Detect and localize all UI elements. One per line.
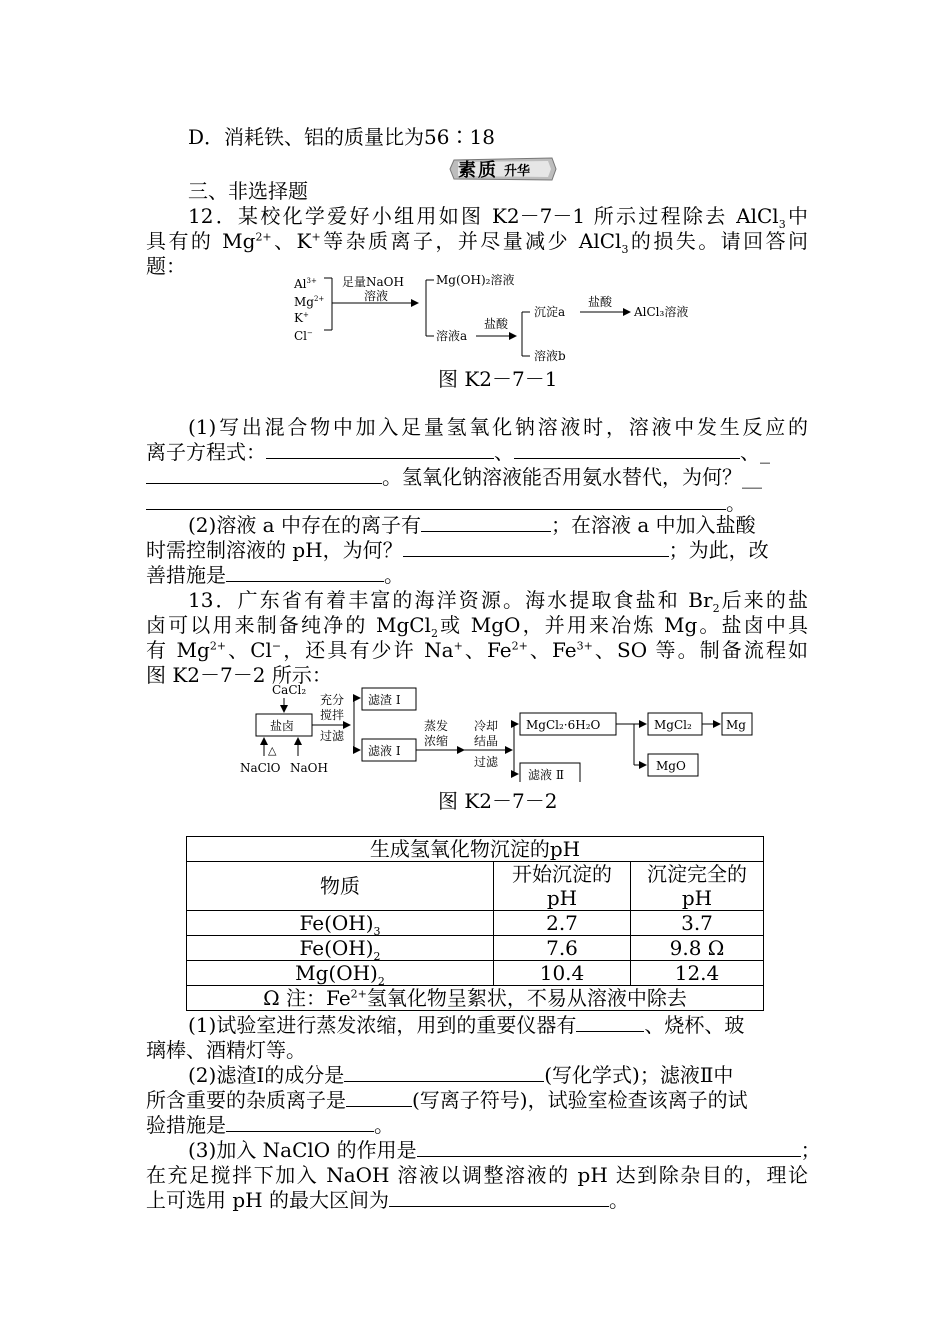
q12-line3: 题： — [146, 254, 186, 278]
q13-p3-line2: 在充足搅拌下加入 NaOH 溶液以调整溶液的 pH 达到除杂目的，理论 — [146, 1163, 808, 1187]
mgo-box: MgO — [656, 759, 686, 773]
flowchart-k2-7-1 — [290, 270, 710, 370]
q12-p1-line3: 。氢氧化钠溶液能否用氨水替代，为何？__ — [146, 464, 808, 490]
answer-blank[interactable] — [344, 1063, 544, 1082]
reagent-naoh: 足量NaOH — [342, 275, 404, 289]
ion-cl: Cl− — [294, 329, 313, 343]
figure1-caption: 图 K2－7－1 — [438, 367, 558, 391]
q11-option-d: D．消耗铁、铝的质量比为56∶18 — [188, 125, 495, 149]
heat-symbol: △ — [268, 744, 277, 757]
q12-line2: 具有的 $Mg^{2+}$、K+等杂质离子，并尽量减少 AlCl$_3$的损失。请回答问 — [146, 229, 809, 256]
answer-blank[interactable] — [266, 440, 494, 459]
q13-p1-line2: 璃棒、酒精灯等。 — [146, 1038, 306, 1062]
table-row: $Fe(OH)_2$ 7.6 9.8 Ω — [187, 936, 764, 961]
q13-line4: 图 K2－7－2 所示： — [146, 663, 332, 687]
banner-small: 升华 — [504, 164, 531, 179]
header-complete-ph: 沉淀完全的pH — [631, 862, 764, 911]
answer-blank[interactable] — [576, 1013, 644, 1032]
table-row: $Mg(OH)_2$ 10.4 12.4 — [187, 961, 764, 986]
reagent-naoh-b: 溶液 — [364, 289, 389, 303]
answer-blank[interactable] — [403, 538, 669, 557]
filtrate1-box: 滤液 Ⅰ — [368, 744, 401, 758]
table-title: 生成氢氧化物沉淀的pH — [187, 837, 764, 862]
header-start-ph: 开始沉淀的pH — [494, 862, 631, 911]
alcl3-solution: AlCl₃溶液 — [634, 305, 689, 319]
answer-blank[interactable] — [226, 563, 384, 582]
q13-line1: 13．广东省有着丰富的海洋资源。海水提取食盐和 $Br_2$后来的盐 — [188, 588, 808, 615]
mgoh2-solution: Mg(OH)₂溶液 — [436, 273, 515, 287]
table-note: Ω 注：$Fe^{2+}$氢氧化物呈絮状，不易从溶液中除去 — [187, 986, 764, 1011]
answer-blank[interactable] — [146, 465, 382, 484]
q12-p1-line4: 。 — [146, 490, 808, 516]
step3-b: 结晶 — [474, 734, 499, 748]
answer-blank[interactable] — [389, 1188, 609, 1207]
q12-p1-line1: (1)写出混合物中加入足量氢氧化钠溶液时，溶液中发生反应的 — [188, 415, 808, 439]
step3-c: 过滤 — [474, 755, 499, 769]
banner-big2: 质 — [478, 160, 496, 181]
figure2-caption: 图 K2－7－2 — [438, 789, 558, 813]
q13-p1-line1: (1)试验室进行蒸发浓缩，用到的重要仪器有 、烧杯、玻 — [188, 1013, 745, 1037]
naclo-label: NaClO — [240, 761, 281, 775]
q13-p2-line2: 所含重要的杂质离子是 (写离子符号)，试验室检查该离子的试 — [146, 1088, 748, 1112]
section-title: 三、非选择题 — [188, 179, 308, 203]
step2-a: 蒸发 — [424, 719, 449, 733]
q13-p2-line1: (2)滤渣Ⅰ的成分是 (写化学式)；滤液Ⅱ中 — [188, 1063, 734, 1087]
residue1-box: 滤渣 Ⅰ — [368, 693, 401, 707]
cacl2-label: CaCl₂ — [272, 683, 307, 697]
naoh-label: NaOH — [290, 761, 328, 775]
ion-k: K+ — [294, 311, 309, 325]
q12-line1: 12．某校化学爱好小组用如图 K2－7－1 所示过程除去 AlCl$_3$中 — [188, 204, 808, 231]
table-row: $Fe(OH)_3$ 2.7 3.7 — [187, 911, 764, 936]
step3-a: 冷却 — [474, 719, 499, 733]
header-substance: 物质 — [187, 862, 494, 911]
answer-blank[interactable] — [421, 513, 551, 532]
answer-blank[interactable] — [514, 440, 740, 459]
answer-blank[interactable] — [226, 1113, 374, 1132]
q12-p1-line2: 离子方程式： 、 、_ — [146, 440, 770, 464]
q13-line2: 卤可以用来制备纯净的 MgCl$_2$或 MgO，并用来冶炼 Mg。盐卤中具 — [146, 613, 808, 640]
mg-box: Mg — [726, 718, 746, 732]
answer-blank[interactable] — [417, 1138, 801, 1157]
q12-p2-line2: 时需控制溶液的 pH，为何？ ；为此，改 — [146, 538, 769, 562]
step1-a: 充分 — [320, 693, 345, 707]
solution-b: 溶液b — [534, 349, 566, 363]
step1-b: 搅拌 — [320, 708, 345, 722]
flowchart-k2-7-2 — [238, 682, 758, 782]
solution-a: 溶液a — [436, 329, 468, 343]
q12-p2-line3: 善措施是 。 — [146, 563, 404, 587]
answer-blank[interactable] — [146, 491, 726, 510]
banner-big1: 素 — [458, 160, 476, 181]
brine-box: 盐卤 — [270, 719, 295, 733]
reagent-hcl-2: 盐酸 — [588, 295, 613, 309]
ion-al: $Al^{3+}$ — [294, 277, 317, 291]
ph-table — [186, 836, 764, 1011]
filtrate2-box: 滤液 Ⅱ — [528, 768, 564, 782]
q13-p3-line1: (3)加入 NaClO 的作用是 ； — [188, 1138, 821, 1162]
ion-mg: $Mg^{2+}$ — [294, 295, 325, 309]
hydrate-box: MgCl₂·6H₂O — [526, 718, 601, 732]
q13-p3-line3: 上可选用 pH 的最大区间为 。 — [146, 1188, 629, 1212]
mgcl2-box: MgCl₂ — [654, 718, 692, 732]
step2-b: 浓缩 — [424, 734, 449, 748]
q13-line3: 有 $Mg^{2+}$、Cl−，还具有少许 Na+、$Fe^{2+}$、$Fe^{3+}$、SO 等。制备流程如 — [146, 638, 809, 662]
step1-c: 过滤 — [320, 729, 345, 743]
q12-p2-line1: (2)溶液 a 中存在的离子有 ；在溶液 a 中加入盐酸 — [188, 513, 756, 537]
reagent-hcl-1: 盐酸 — [484, 317, 509, 331]
answer-blank[interactable] — [346, 1088, 412, 1107]
precipitate-a: 沉淀a — [534, 305, 566, 319]
q13-p2-line3: 验措施是 。 — [146, 1113, 394, 1137]
